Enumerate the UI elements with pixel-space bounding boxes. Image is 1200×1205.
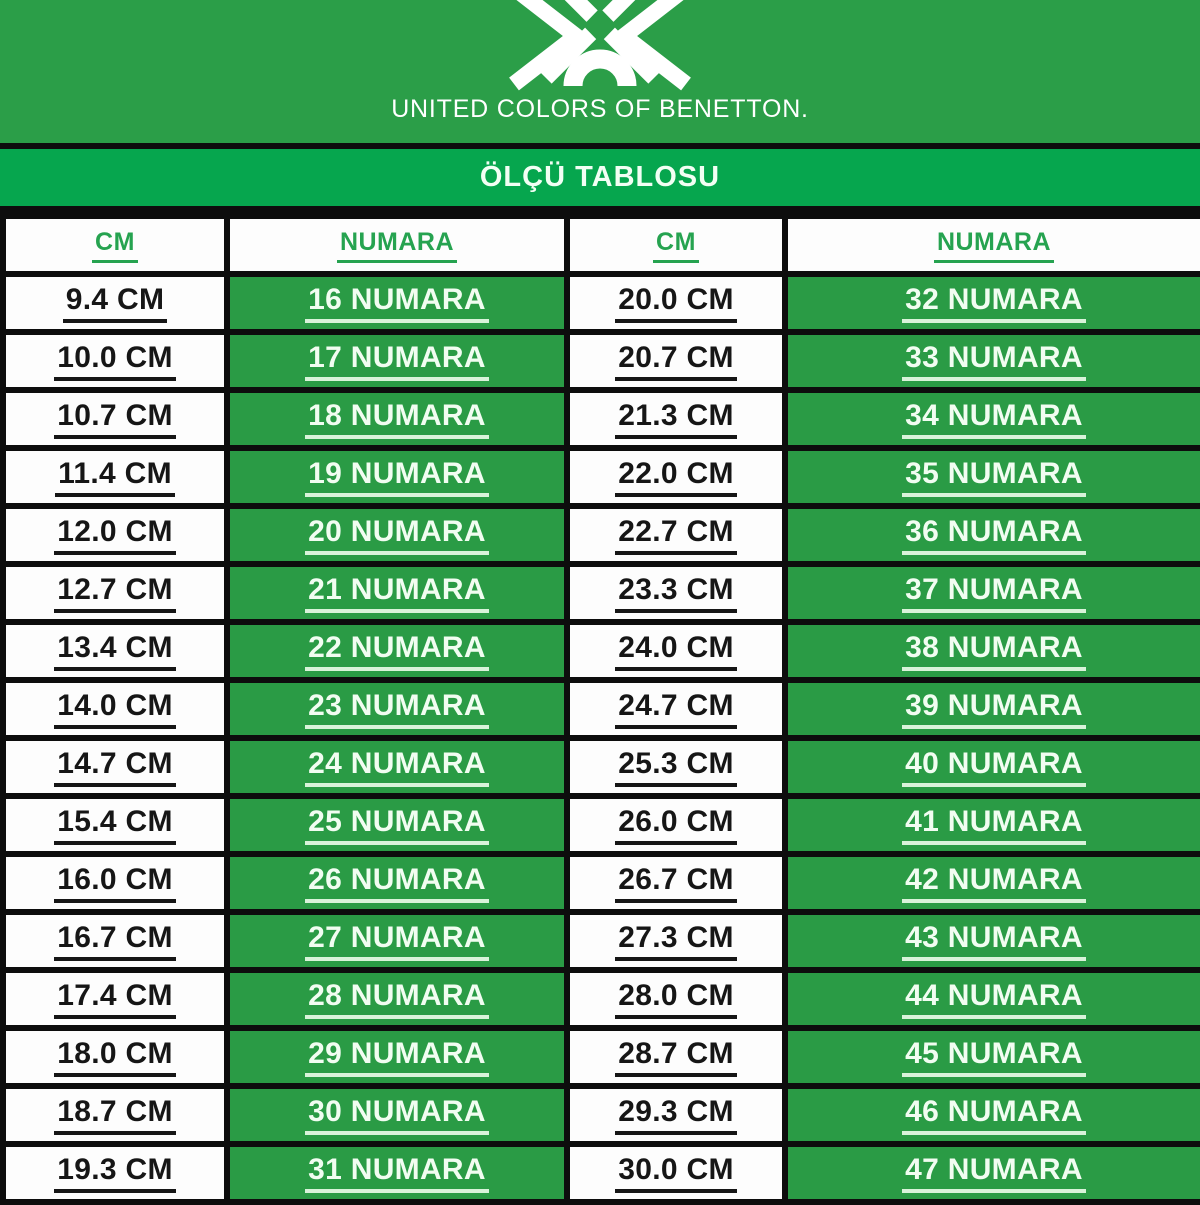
size-table-body (3, 274, 1200, 1202)
numara-cell: 45 NUMARA (785, 1028, 1200, 1086)
numara-cell: 25 NUMARA (227, 796, 567, 854)
numara-cell: 40 NUMARA (785, 738, 1200, 796)
cm-cell: 28.0 CM (567, 970, 785, 1028)
table-row (3, 1086, 1200, 1144)
cm-cell: 19.3 CM (3, 1144, 227, 1202)
numara-cell: 44 NUMARA (785, 970, 1200, 1028)
cm-cell: 10.7 CM (3, 390, 227, 448)
table-row (3, 564, 1200, 622)
numara-cell: 26 NUMARA (227, 854, 567, 912)
numara-cell: 39 NUMARA (785, 680, 1200, 738)
column-header-numara: NUMARA (785, 216, 1200, 274)
cm-cell: 26.7 CM (567, 854, 785, 912)
cm-cell: 26.0 CM (567, 796, 785, 854)
numara-cell: 35 NUMARA (785, 448, 1200, 506)
cm-cell: 18.0 CM (3, 1028, 227, 1086)
cm-cell: 24.0 CM (567, 622, 785, 680)
cm-cell: 20.0 CM (567, 274, 785, 332)
cm-cell: 14.7 CM (3, 738, 227, 796)
table-row (3, 506, 1200, 564)
numara-cell: 18 NUMARA (227, 390, 567, 448)
table-row (3, 274, 1200, 332)
table-row (3, 622, 1200, 680)
table-row (3, 738, 1200, 796)
cm-cell: 15.4 CM (3, 796, 227, 854)
numara-cell: 23 NUMARA (227, 680, 567, 738)
numara-cell: 16 NUMARA (227, 274, 567, 332)
numara-cell: 24 NUMARA (227, 738, 567, 796)
table-row (3, 1144, 1200, 1202)
numara-cell: 19 NUMARA (227, 448, 567, 506)
column-header-numara: NUMARA (227, 216, 567, 274)
cm-cell: 23.3 CM (567, 564, 785, 622)
cm-cell: 30.0 CM (567, 1144, 785, 1202)
benetton-knot-logo-icon (488, 0, 712, 92)
cm-cell: 18.7 CM (3, 1086, 227, 1144)
table-row (3, 390, 1200, 448)
cm-cell: 20.7 CM (567, 332, 785, 390)
numara-cell: 31 NUMARA (227, 1144, 567, 1202)
size-table-banner (0, 149, 1200, 213)
cm-cell: 24.7 CM (567, 680, 785, 738)
banner-title: ÖLÇÜ TABLOSU (479, 161, 721, 193)
cm-cell: 22.0 CM (567, 448, 785, 506)
cm-cell: 28.7 CM (567, 1028, 785, 1086)
numara-cell: 41 NUMARA (785, 796, 1200, 854)
numara-cell: 42 NUMARA (785, 854, 1200, 912)
cm-cell: 11.4 CM (3, 448, 227, 506)
numara-cell: 30 NUMARA (227, 1086, 567, 1144)
cm-cell: 14.0 CM (3, 680, 227, 738)
cm-cell: 12.0 CM (3, 506, 227, 564)
numara-cell: 22 NUMARA (227, 622, 567, 680)
brand-title: UNITED COLORS OF BENETTON. (391, 95, 809, 123)
numara-cell: 43 NUMARA (785, 912, 1200, 970)
cm-cell: 12.7 CM (3, 564, 227, 622)
size-table (0, 213, 1200, 1205)
cm-cell: 16.0 CM (3, 854, 227, 912)
size-table-header-row (3, 216, 1200, 274)
table-row (3, 796, 1200, 854)
numara-cell: 21 NUMARA (227, 564, 567, 622)
numara-cell: 46 NUMARA (785, 1086, 1200, 1144)
cm-cell: 10.0 CM (3, 332, 227, 390)
cm-cell: 22.7 CM (567, 506, 785, 564)
numara-cell: 33 NUMARA (785, 332, 1200, 390)
cm-cell: 29.3 CM (567, 1086, 785, 1144)
brand-header (0, 0, 1200, 143)
cm-cell: 27.3 CM (567, 912, 785, 970)
numara-cell: 38 NUMARA (785, 622, 1200, 680)
numara-cell: 32 NUMARA (785, 274, 1200, 332)
cm-cell: 9.4 CM (3, 274, 227, 332)
numara-cell: 29 NUMARA (227, 1028, 567, 1086)
table-row (3, 1028, 1200, 1086)
numara-cell: 37 NUMARA (785, 564, 1200, 622)
column-header-cm: CM (567, 216, 785, 274)
table-row (3, 854, 1200, 912)
numara-cell: 47 NUMARA (785, 1144, 1200, 1202)
table-row (3, 680, 1200, 738)
numara-cell: 36 NUMARA (785, 506, 1200, 564)
numara-cell: 20 NUMARA (227, 506, 567, 564)
cm-cell: 16.7 CM (3, 912, 227, 970)
table-row (3, 448, 1200, 506)
cm-cell: 25.3 CM (567, 738, 785, 796)
cm-cell: 13.4 CM (3, 622, 227, 680)
cm-cell: 17.4 CM (3, 970, 227, 1028)
table-row (3, 912, 1200, 970)
table-row (3, 970, 1200, 1028)
numara-cell: 28 NUMARA (227, 970, 567, 1028)
column-header-cm: CM (3, 216, 227, 274)
numara-cell: 34 NUMARA (785, 390, 1200, 448)
cm-cell: 21.3 CM (567, 390, 785, 448)
numara-cell: 27 NUMARA (227, 912, 567, 970)
numara-cell: 17 NUMARA (227, 332, 567, 390)
table-row (3, 332, 1200, 390)
